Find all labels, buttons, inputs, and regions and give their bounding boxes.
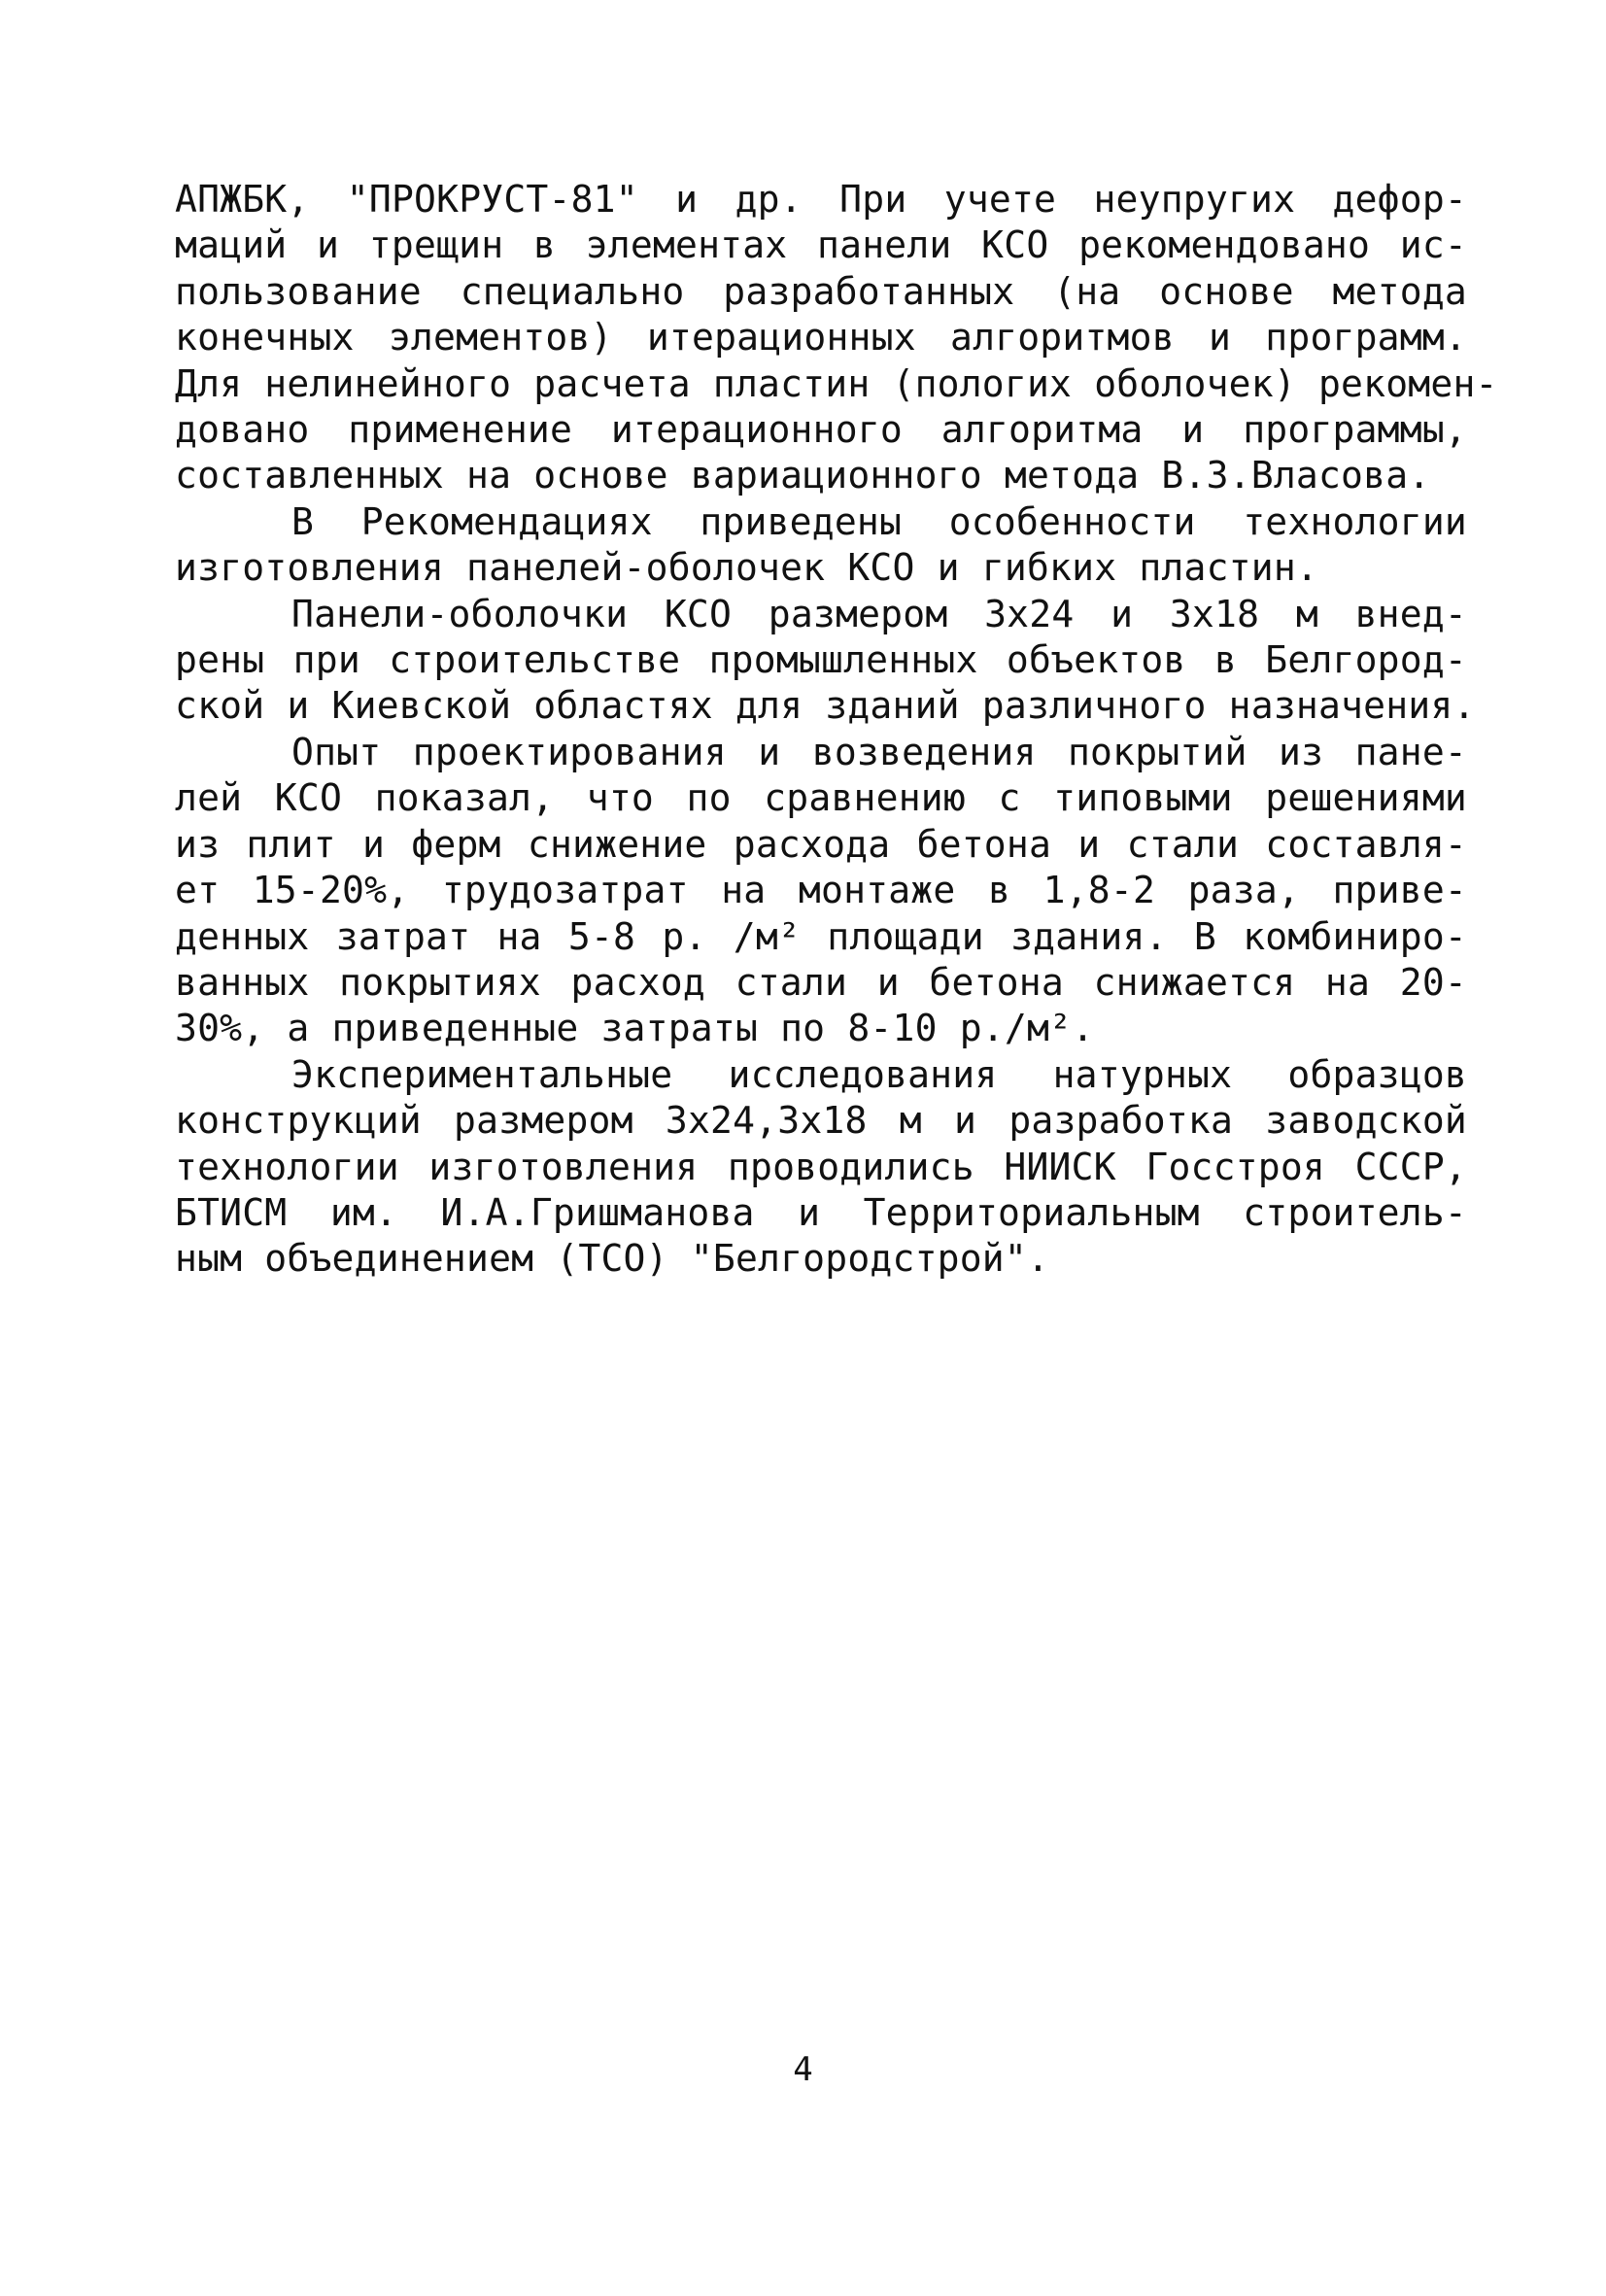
text-line: конечных элементов) итерационных алгоритмов и программ. — [175, 316, 1467, 360]
text-line: Панели-оболочки КСО размером 3х24 и 3х18 м внед- — [291, 592, 1467, 635]
text-line: пользование специально разработанных (на основе метода — [175, 269, 1467, 313]
text-line: В Рекомендациях приведены особенности технологии — [291, 499, 1467, 543]
text-line: изготовления панелей-оболочек КСО и гибких пластин. — [175, 546, 1318, 590]
text-line: рены при строительстве промышленных объектов в Белгород- — [175, 638, 1467, 682]
text-line: довано применение итерационного алгоритма и программы, — [175, 408, 1467, 452]
text-line: технологии изготовления проводились НИИСК Госстроя СССР, — [175, 1145, 1467, 1188]
text-line: ванных покрытиях расход стали и бетона снижается на 20- — [175, 960, 1467, 1004]
text-line: БТИСМ им. И.А.Гришманова и Территориальным строитель- — [175, 1190, 1467, 1234]
text-line: маций и трещин в элементах панели КСО рекомендовано ис- — [175, 223, 1467, 267]
text-line: конструкций размером 3х24,3х18 м и разработка заводской — [175, 1099, 1467, 1143]
text-line: составленных на основе вариационного метода В.З.Власова. — [175, 454, 1431, 497]
page-number: 4 — [793, 2050, 813, 2089]
text-line: 30%, а приведенные затраты по 8-10 р./м². — [175, 1007, 1095, 1050]
text-line: Для нелинейного расчета пластин (пологих оболочек) рекомен- — [175, 361, 1498, 405]
text-line: из плит и ферм снижение расхода бетона и стали составля- — [175, 822, 1467, 866]
text-line: денных затрат на 5-8 р. /м² площади здания. В комбиниро- — [175, 914, 1467, 958]
text-line: АПЖБК, "ПРОКРУСТ-81" и др. При учете неупругих дефор- — [175, 178, 1467, 221]
text-line: Опыт проектирования и возведения покрытий из пане- — [291, 730, 1467, 773]
text-line: лей КСО показал, что по сравнению с типовыми решениями — [175, 776, 1467, 820]
text-line: ет 15-20%, трудозатрат на монтаже в 1,8-2 раза, приве- — [175, 869, 1467, 912]
text-line: Экспериментальные исследования натурных образцов — [291, 1052, 1467, 1096]
text-line: ным объединением (ТСО) "Белгородстрой". — [175, 1237, 1050, 1281]
text-line: ской и Киевской областях для зданий различного назначения. — [175, 684, 1476, 728]
body-text — [175, 177, 1498, 1283]
